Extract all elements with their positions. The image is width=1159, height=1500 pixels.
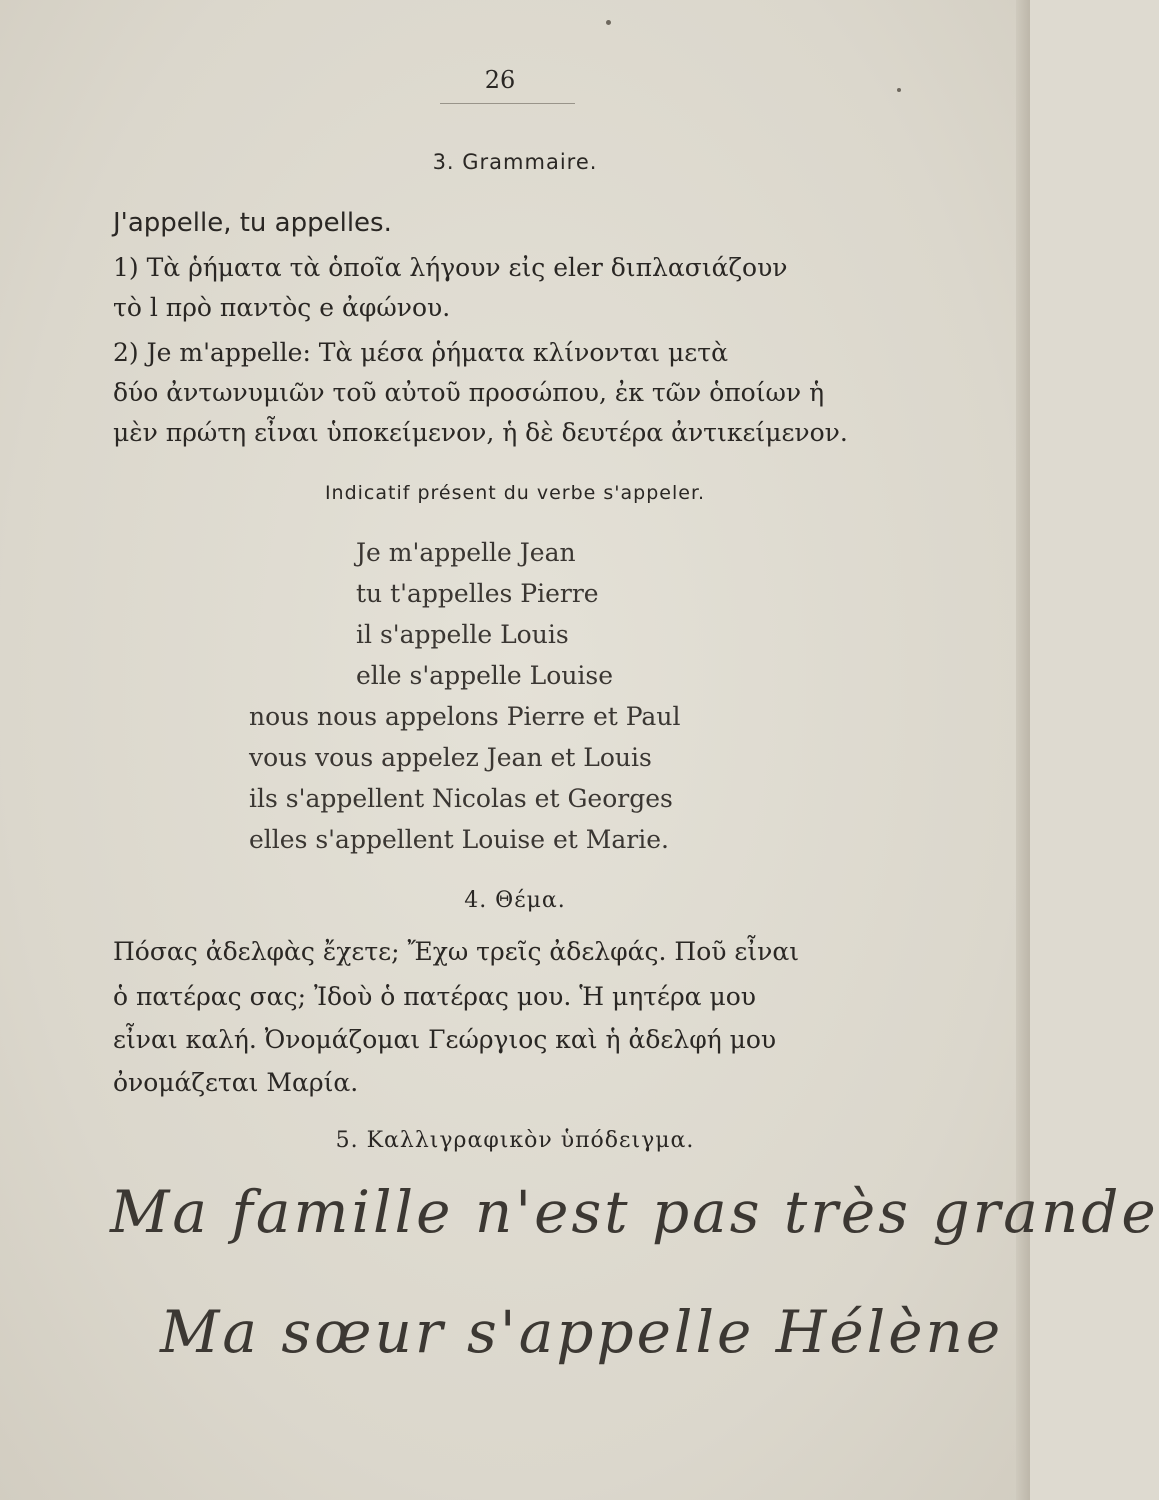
conjugation-line: nous nous appelons Pierre et Paul (249, 702, 681, 731)
conjugation-line: tu t'appelles Pierre (356, 579, 599, 608)
indicatif-heading: Indicatif présent du verbe s'appeler. (324, 482, 706, 504)
grammar-line-5: δύο ἀντωνυμιῶν τοῦ αὐτοῦ προσώπου, ἐκ τῶν ὁποίων ἡ (113, 378, 825, 407)
theme-line-2: ὁ πατέρας σας; Ἰδοὺ ὁ πατέρας μου. Ἡ μητέρα μου (113, 982, 757, 1011)
conjugation-line: ils s'appellent Nicolas et Georges (249, 784, 673, 813)
ink-speck (606, 20, 611, 25)
grammar-line-4: 2) Je m'appelle: Τὰ μέσα ῥήματα κλίνονται μετὰ (113, 338, 728, 367)
page-gutter (1016, 0, 1030, 1500)
theme-line-3: εἶναι καλή. Ὀνομάζομαι Γεώργιος καὶ ἡ ἀδελφή μου (113, 1025, 777, 1054)
grammar-line-6: μὲν πρώτη εἶναι ὑποκείμενον, ἡ δὲ δευτέρα ἀντικείμενον. (113, 418, 848, 447)
grammar-line-3: τὸ l πρὸ παντὸς e ἀφώνου. (113, 293, 451, 322)
calligraphy-line-1: Ma famille n'est pas très grande (110, 1178, 1159, 1246)
grammar-line-1: J'appelle, tu appelles. (113, 208, 392, 238)
conjugation-line: Je m'appelle Jean (356, 538, 576, 567)
conjugation-line: vous vous appelez Jean et Louis (249, 743, 652, 772)
conjugation-line: elle s'appelle Louise (356, 661, 614, 690)
theme-line-1: Πόσας ἀδελφὰς ἔχετε; Ἔχω τρεῖς ἀδελφάς. Ποῦ εἶναι (113, 937, 800, 966)
conjugation-line: il s'appelle Louis (356, 620, 569, 649)
grammar-line-2: 1) Τὰ ῥήματα τὰ ὁποῖα λήγουν εἰς eler διπλασιάζουν (113, 253, 788, 282)
ink-speck (897, 88, 901, 92)
theme-line-4: ὀνομάζεται Μαρία. (113, 1068, 359, 1097)
calligraphy-title: 5. Καλλιγραφικὸν ὑπόδειγμα. (335, 1128, 695, 1153)
grammar-title: 3. Grammaire. (432, 150, 598, 174)
page-number: 26 (484, 66, 516, 94)
page-number-rule (440, 103, 575, 104)
theme-title: 4. Θέμα. (464, 888, 566, 913)
conjugation-line: elles s'appellent Louise et Marie. (249, 825, 669, 854)
calligraphy-line-2: Ma sœur s'appelle Hélène (160, 1298, 1004, 1366)
